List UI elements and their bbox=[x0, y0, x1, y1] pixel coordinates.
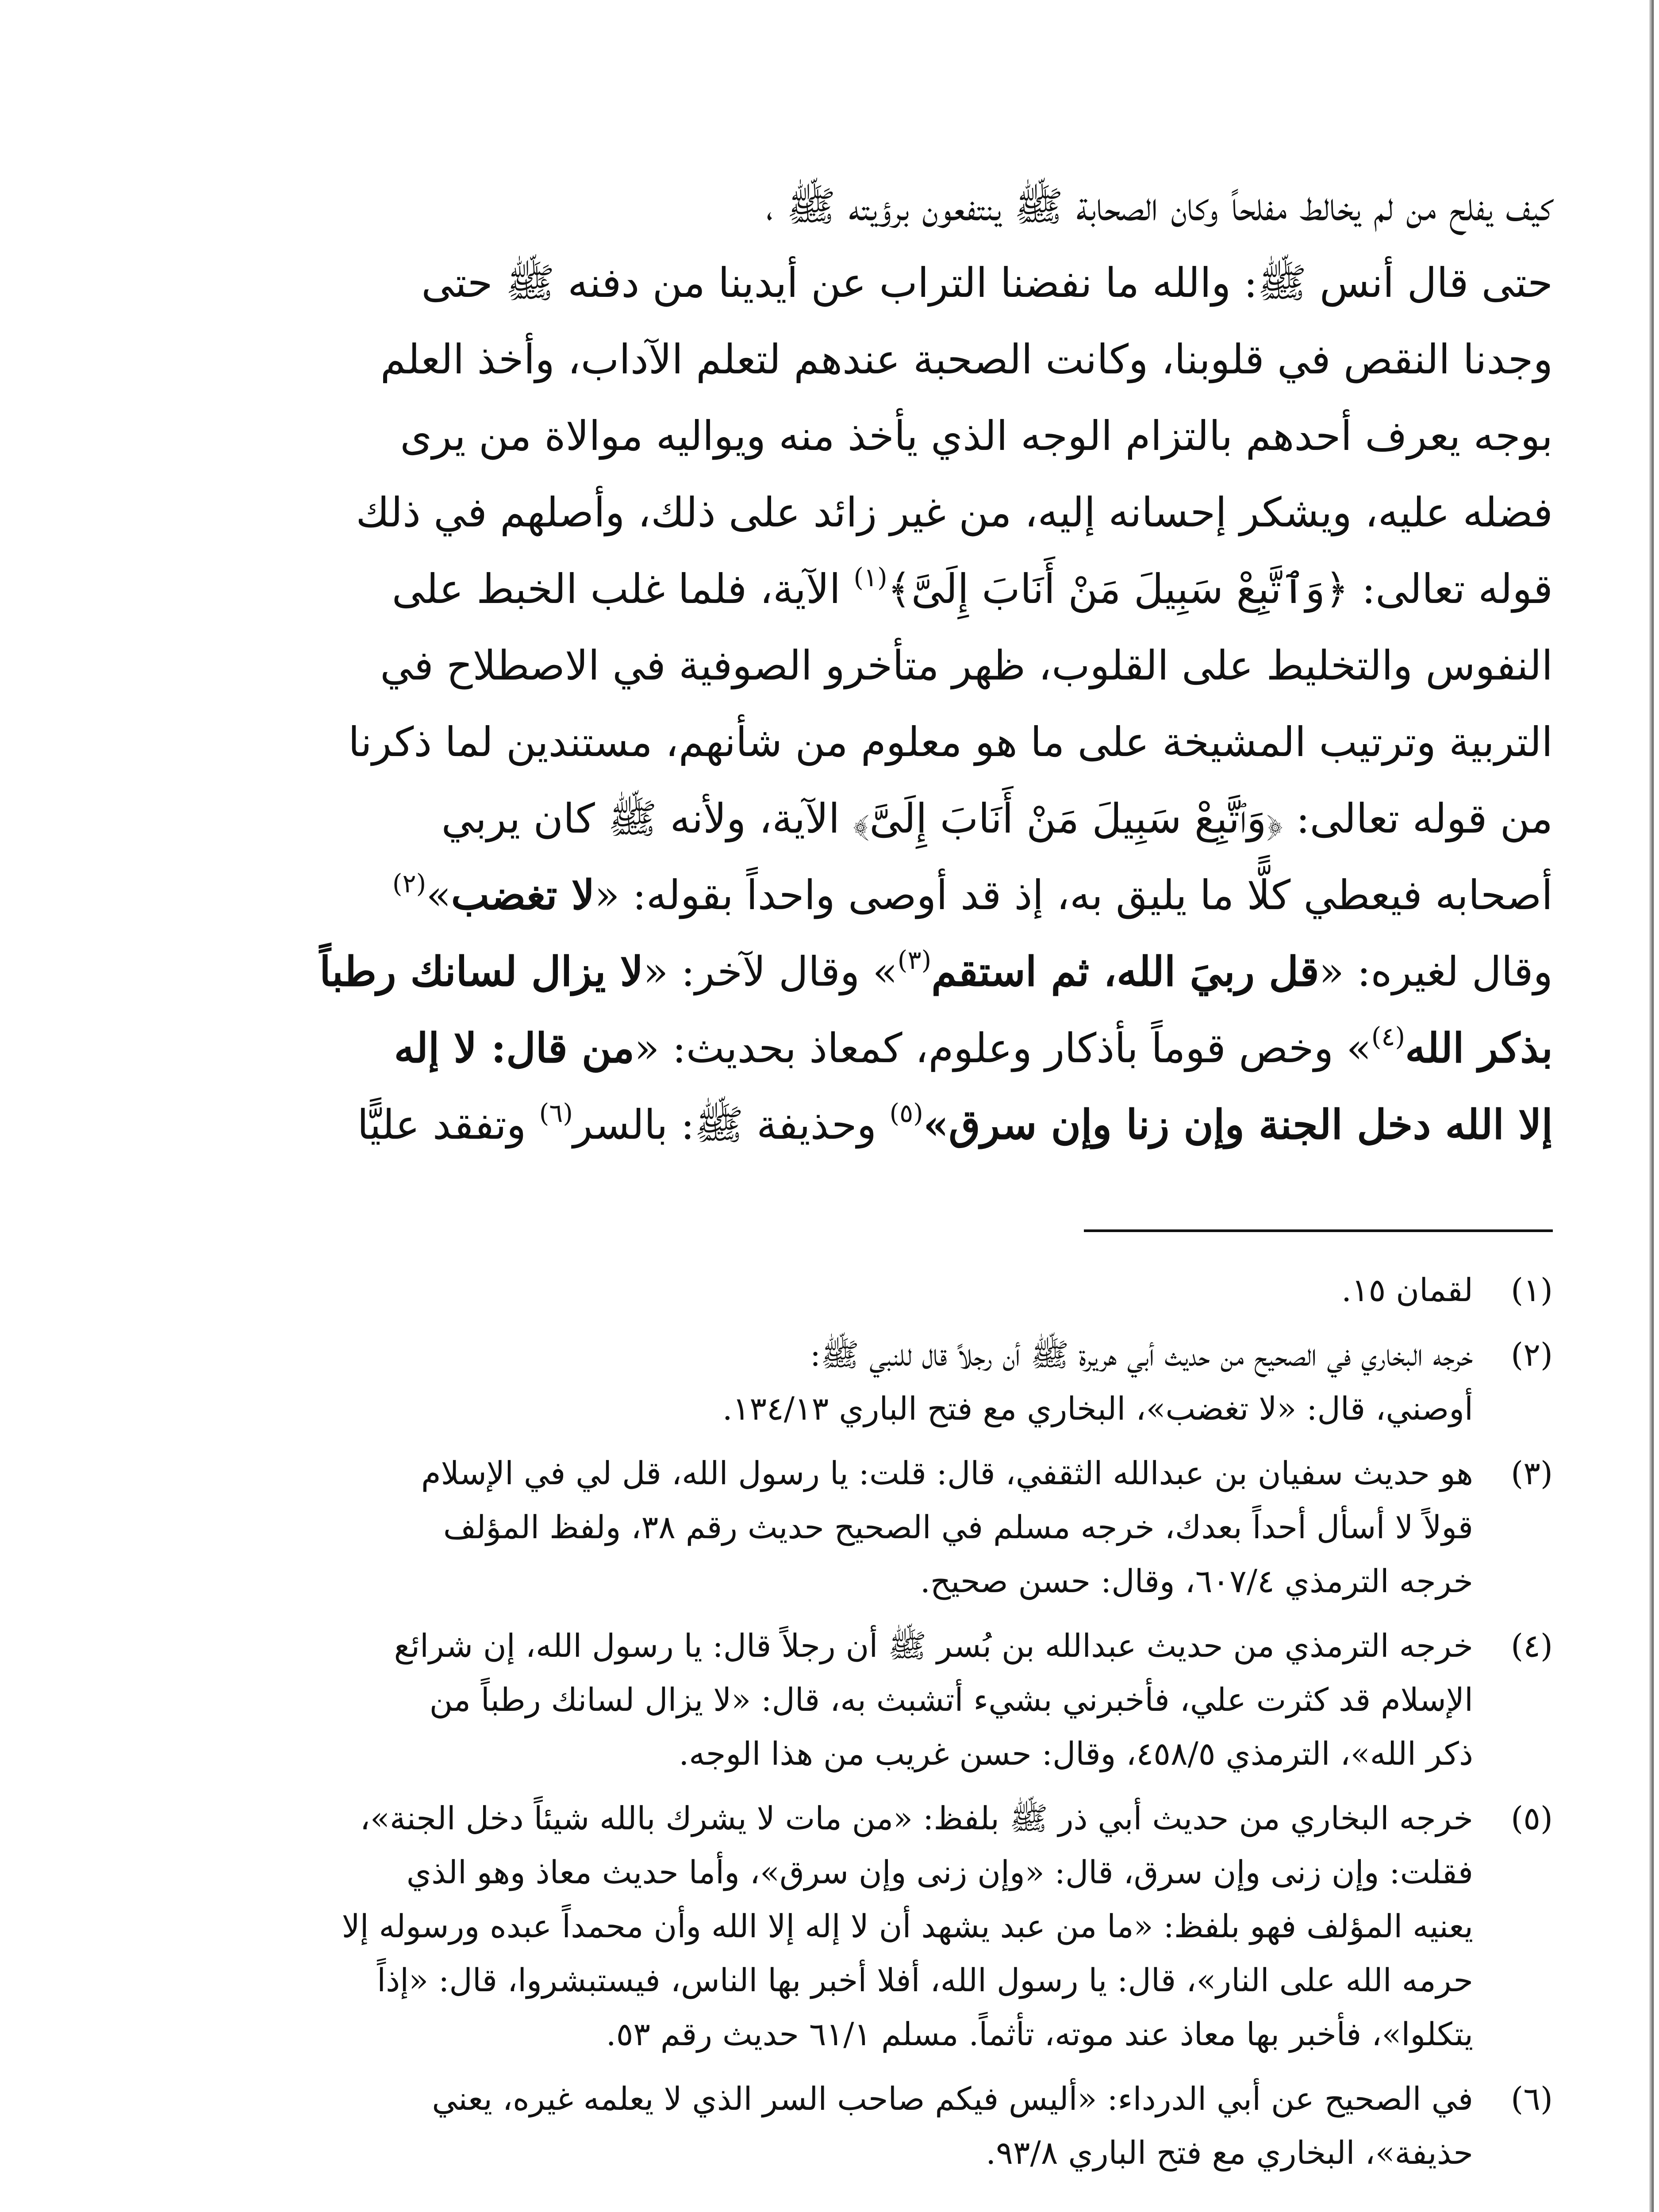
text-segment: » وقال لآخر: « bbox=[643, 948, 898, 995]
text-line: فضله عليه، ويشكر إحسانه إليه، من غير زائد على ذلك، وأصلهم في ذلك bbox=[356, 489, 1553, 536]
footnote-line: خرجه البخاري من حديث أبي ذر ﷺ بلفظ: «من مات لا يشرك بالله شيئاً دخل الجنة»، bbox=[360, 1800, 1473, 1837]
footnote-number: (٦) bbox=[1511, 2080, 1553, 2117]
footnote-number: (٣) bbox=[1511, 1455, 1553, 1492]
footnote-ref: (٢) bbox=[392, 868, 426, 899]
footnote-line: قولاً لا أسأل أحداً بعدك، خرجه مسلم في الصحيح حديث رقم ٣٨، ولفظ المؤلف bbox=[443, 1509, 1473, 1546]
footnote-line: خرجه الترمذي ٦٠٧/٤، وقال: حسن صحيح. bbox=[920, 1563, 1473, 1600]
footnote-ref: (٤) bbox=[1371, 1022, 1406, 1052]
footnote bbox=[173, 1446, 1553, 1608]
footnote-line: لقمان ١٥. bbox=[1341, 1271, 1473, 1309]
text-segment: الآية، فلما غلب الخبط على bbox=[392, 565, 854, 613]
text-line bbox=[173, 1087, 1553, 1163]
text-line: بوجه يعرف أحدهم بالتزام الوجه الذي يأخذ منه ويواليه موالاة من يرى bbox=[400, 412, 1553, 460]
quran-verse: قوله تعالى: ﴿وَٱتَّبِعْ سَبِيلَ مَنْ أَنَابَ إِلَىَّ﴾ bbox=[887, 565, 1553, 613]
hadith-bold: لا تغضب bbox=[451, 871, 595, 919]
text-line: حتى قال أنس ﷺ: والله ما نفضنا التراب عن أيدينا من دفنه ﷺ حتى bbox=[421, 259, 1553, 307]
hadith-bold: لا يزال لسانك رطباً bbox=[319, 948, 644, 995]
footnote bbox=[173, 2072, 1553, 2180]
text-line bbox=[173, 933, 1553, 1010]
text-line: النفوس والتخليط على القلوب، ظهر متأخرو الصوفية في الاصطلاح في bbox=[380, 642, 1553, 689]
text-segment: » وخص قوماً بأذكار وعلوم، كمعاذ بحديث: « bbox=[634, 1025, 1371, 1072]
text-line bbox=[173, 857, 1553, 933]
footnote-number: (٥) bbox=[1511, 1800, 1553, 1837]
text-line: وجدنا النقص في قلوبنا، وكانت الصحبة عندهم لتعلم الآداب، وأخذ العلم bbox=[380, 336, 1553, 383]
text-segment: » bbox=[426, 872, 451, 919]
footnote bbox=[173, 1328, 1553, 1436]
text-line bbox=[173, 551, 1553, 627]
page-edge-shadow bbox=[1649, 0, 1654, 2212]
footnote-ref: (١) bbox=[853, 562, 887, 592]
text-line: من قوله تعالى: ﴿وَٱتَّبِعْ سَبِيلَ مَنْ أَنَابَ إِلَىَّ﴾ الآية، ولأنه ﷺ كان يربي bbox=[441, 795, 1553, 842]
footnote-line: يتكلوا»، فأخبر بها معاذ عند موته، تأثماً. مسلم ٦١/١ حديث رقم ٥٣. bbox=[606, 2016, 1473, 2053]
footnote-line: يعنيه المؤلف فهو بلفظ: «ما من عبد يشهد أن لا إله إلا الله وأن محمداً عبده ورسوله إلا bbox=[342, 1908, 1473, 1945]
hadith-bold: إلا الله دخل الجنة وإن زنا وإن سرق» bbox=[923, 1101, 1553, 1148]
footnote-number: (١) bbox=[1511, 1271, 1553, 1309]
main-text-body bbox=[173, 168, 1553, 1163]
footnote-number: (٤) bbox=[1511, 1627, 1553, 1664]
footnote-line: أوصني، قال: «لا تغضب»، البخاري مع فتح الباري ١٣٤/١٣. bbox=[722, 1390, 1473, 1427]
hadith-bold: قل ربيَ الله، ثم استقم bbox=[931, 948, 1319, 995]
text-segment: أصحابه فيعطي كلًّا ما يليق به، إذ قد أوصى واحداً بقوله: « bbox=[595, 872, 1553, 919]
text-segment: وحذيفة ﷺ: بالسر bbox=[573, 1101, 890, 1148]
text-line bbox=[173, 1010, 1553, 1087]
footnotes bbox=[173, 1263, 1553, 2190]
footnote-ref: (٣) bbox=[897, 945, 932, 975]
footnote-line: ذكر الله»، الترمذي ٤٥٨/٥، وقال: حسن غريب من هذا الوجه. bbox=[679, 1735, 1473, 1772]
hadith-bold: من قال: لا إله bbox=[394, 1024, 635, 1072]
text-segment: وقال لغيره: « bbox=[1319, 948, 1553, 995]
footnote-line: خرجه الترمذي من حديث عبدالله بن بُسر ﷺ أن رجلاً قال: يا رسول الله، إن شرائع bbox=[394, 1627, 1473, 1664]
footnote-line: حذيفة»، البخاري مع فتح الباري ٩٣/٨. bbox=[986, 2134, 1473, 2171]
footnote bbox=[173, 1791, 1553, 2061]
footnote-line: خرجه البخاري في الصحيح من حديث أبي هريرة ﷺ أن رجلاً قال للنبي ﷺ: bbox=[810, 1336, 1473, 1373]
footnote-line: هو حديث سفيان بن عبدالله الثقفي، قال: قلت: يا رسول الله، قل لي في الإسلام bbox=[421, 1455, 1473, 1492]
footnote-separator bbox=[1084, 1229, 1553, 1232]
footnote-line: حرمه الله على النار»، قال: يا رسول الله، أفلا أخبر بها الناس، فيستبشروا، قال: «إذاً bbox=[377, 1962, 1473, 1999]
footnote-line: فقلت: وإن زنى وإن سرق، قال: «وإن زنى وإن سرق»، وأما حديث معاذ وهو الذي bbox=[406, 1854, 1473, 1891]
text-line: التربية وترتيب المشيخة على ما هو معلوم من شأنهم، مستندين لما ذكرنا bbox=[348, 718, 1553, 766]
footnote-line: في الصحيح عن أبي الدرداء: «أليس فيكم صاحب السر الذي لا يعلمه غيره، يعني bbox=[432, 2080, 1473, 2117]
footnote-ref: (٥) bbox=[889, 1098, 923, 1128]
text-line: كيف يفلح من لم يخالط مفلحاً وكان الصحابة ﷺ ينتفعون برؤيته ﷺ ، bbox=[766, 183, 1553, 230]
footnote bbox=[173, 1619, 1553, 1781]
footnote-line: الإسلام قد كثرت علي، فأخبرني بشيء أتشبث به، قال: «لا يزال لسانك رطباً من bbox=[429, 1681, 1473, 1718]
text-segment: وتفقد عليًّا bbox=[357, 1101, 539, 1148]
footnote-ref: (٦) bbox=[539, 1098, 573, 1128]
footnote-number: (٢) bbox=[1511, 1336, 1553, 1373]
footnote bbox=[173, 1263, 1553, 1317]
hadith-bold: بذكر الله bbox=[1405, 1024, 1553, 1072]
